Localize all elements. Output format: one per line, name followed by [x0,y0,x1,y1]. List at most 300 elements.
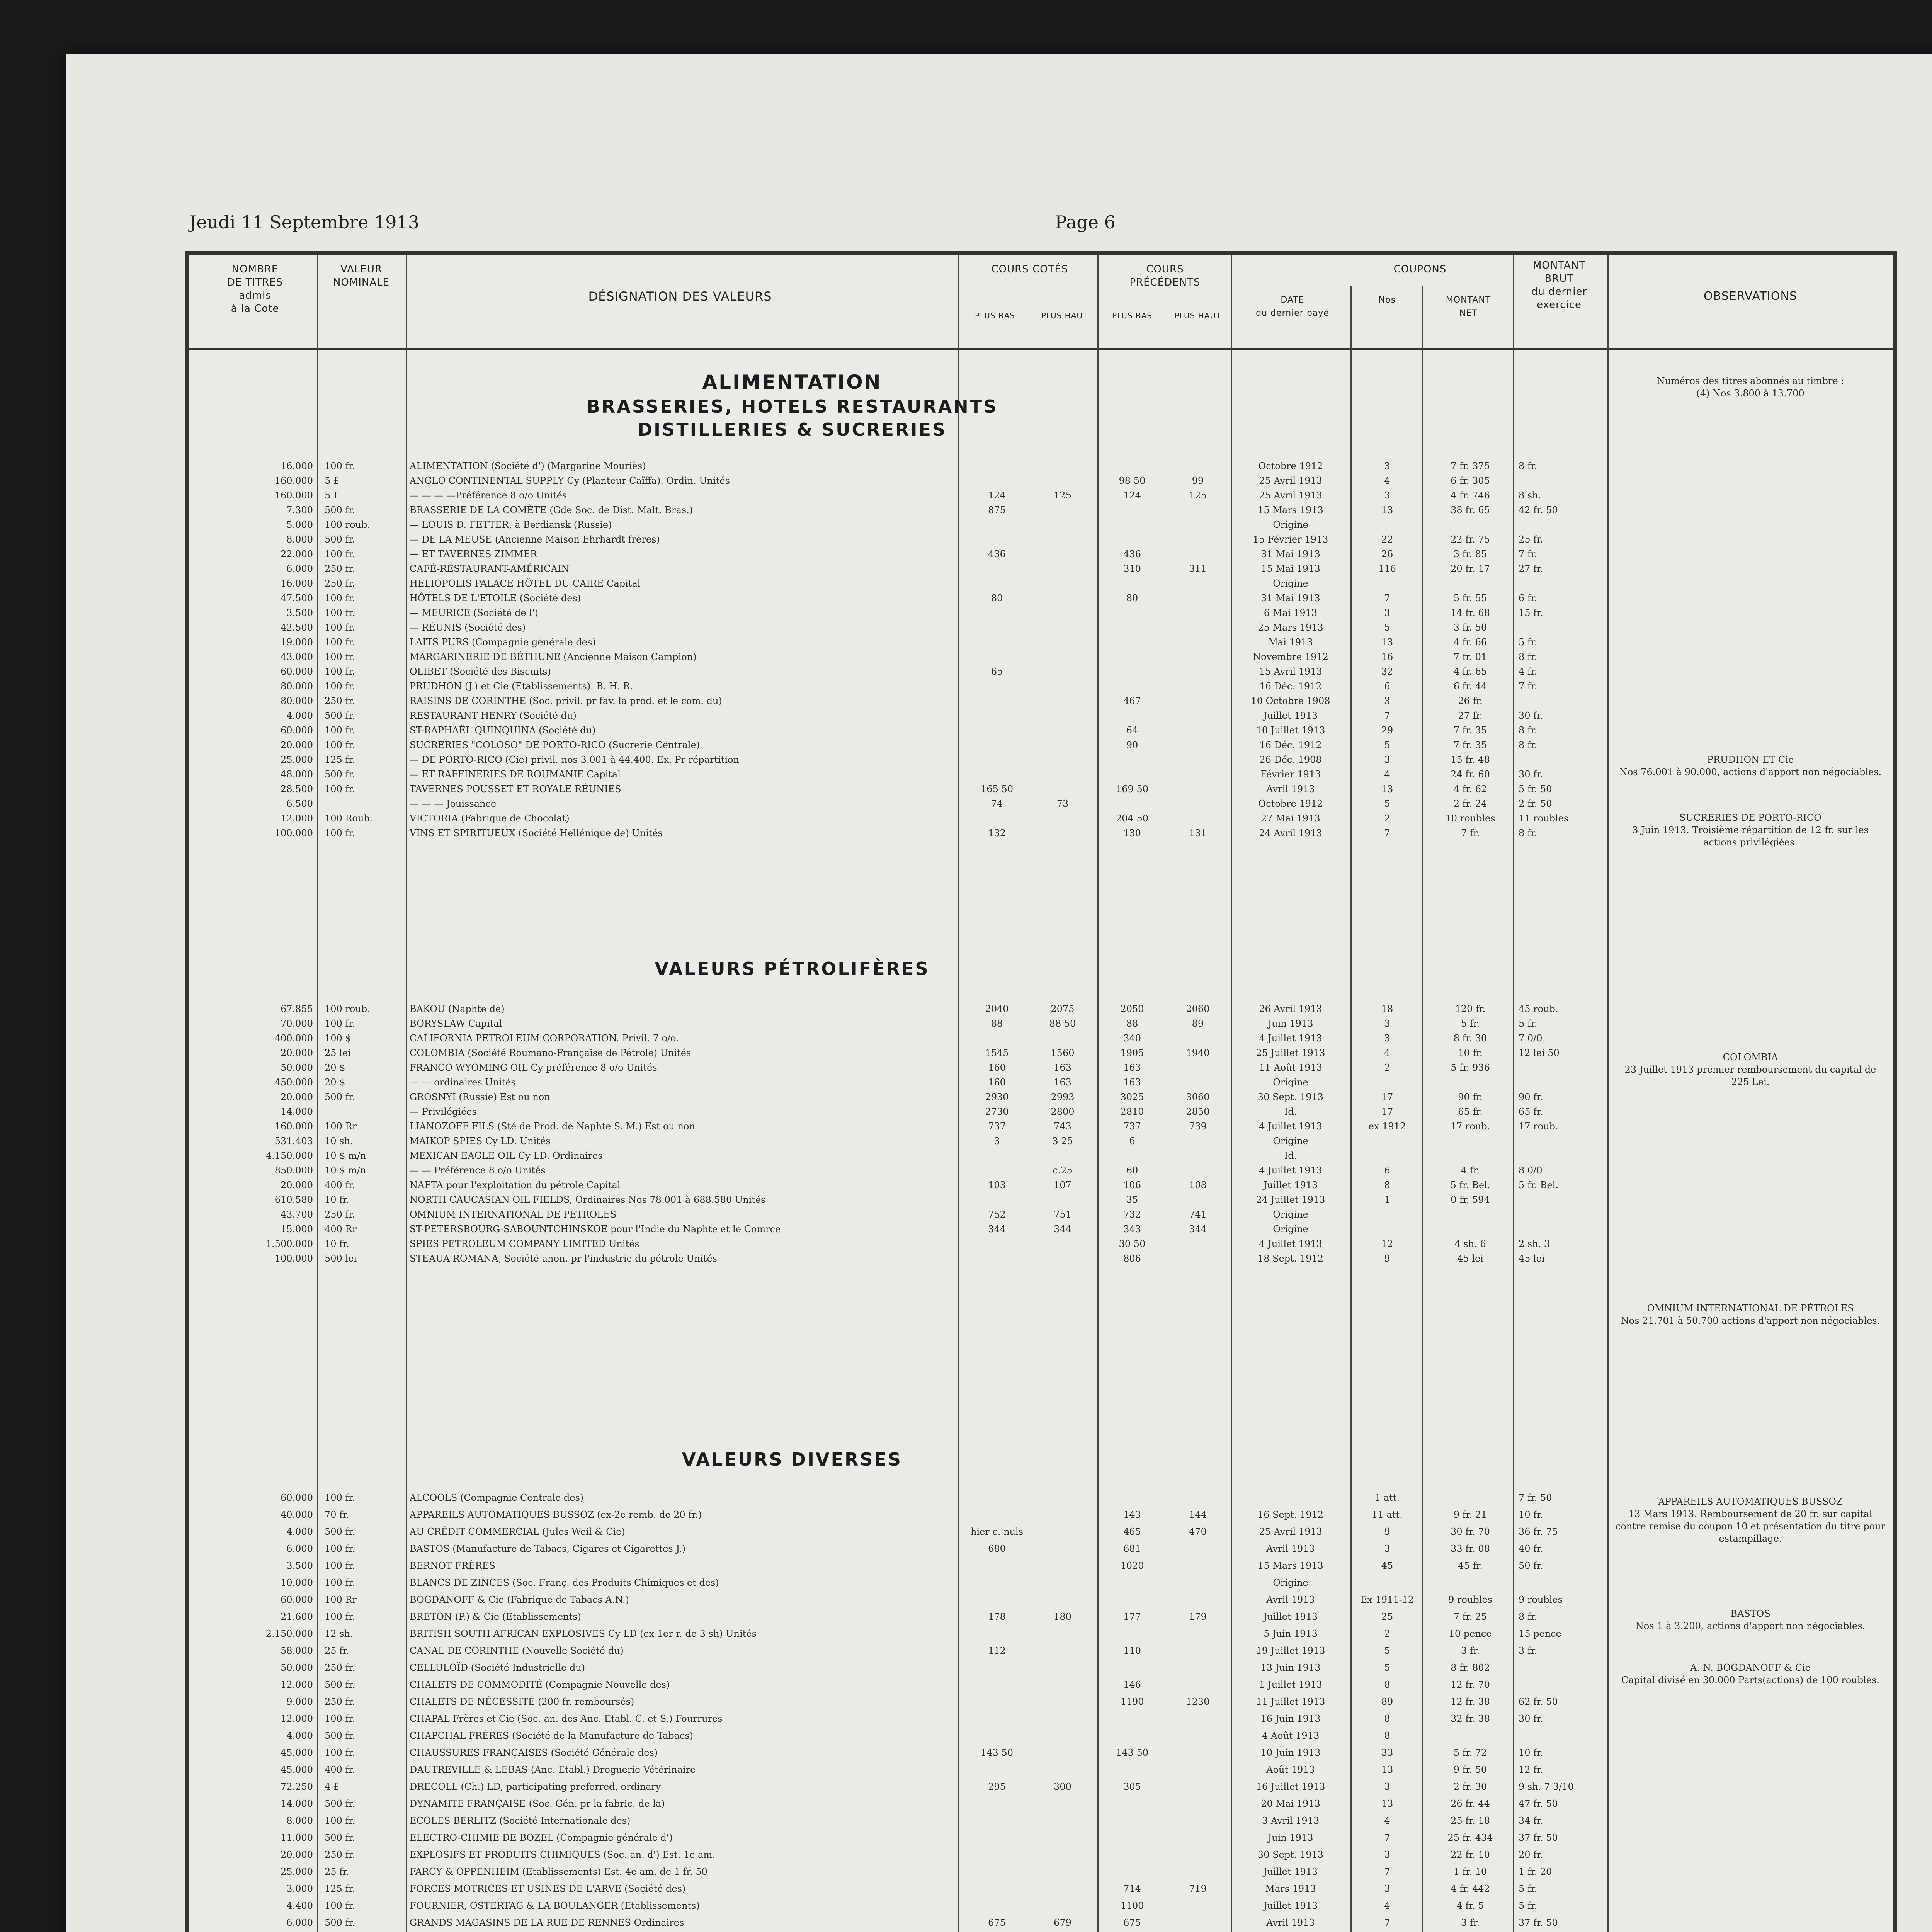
cell-montant-brut: 2 sh. 3 [1519,1238,1550,1249]
cell-plus-bas: 2930 [985,1092,1009,1102]
cell-coupon-date: Avril 1913 [1266,1917,1315,1928]
cell-coupon-date: Mai 1913 [1268,637,1313,648]
cell-designation: HELIOPOLIS PALACE HÔTEL DU CAIRE Capital [410,578,641,589]
cell-coupon-date: 4 Août 1913 [1262,1730,1320,1741]
table-row [189,1091,1893,1103]
cell-designation: OLIBET (Société des Biscuits) [410,666,551,677]
cell-montant-brut: 12 lei 50 [1519,1048,1560,1058]
cell-coupon-number: 3 [1384,754,1390,765]
cell-valeur: 100 fr. [325,622,355,633]
cell-montant-brut: 8 fr. [1519,828,1537,838]
table-row [189,1917,1893,1929]
cell-nombre: 160.000 [274,475,313,486]
cell-prec-bas: 1020 [1120,1560,1144,1571]
cell-nombre: 25.000 [281,1866,313,1877]
cell-montant-brut: 5 fr. [1519,1883,1537,1894]
table-row [189,636,1893,648]
cell-coupon-number: 5 [1384,1662,1390,1673]
cell-coupon-number: 13 [1381,784,1393,794]
cell-designation: BRITISH SOUTH AFRICAN EXPLOSIVES Cy LD (ex 1er r. de 3 sh) Unités [410,1628,757,1639]
cell-coupon-number: 2 [1384,1628,1390,1639]
cell-prec-bas: 714 [1123,1883,1141,1894]
cell-plus-haut: 163 [1054,1077,1071,1088]
cell-valeur: 500 fr. [325,534,355,545]
cell-montant-brut: 65 fr. [1519,1106,1543,1117]
cell-designation: — — — —Préférence 8 o/o Unités [410,490,567,501]
table-row [189,1713,1893,1725]
cell-valeur: 100 fr. [325,681,355,692]
cell-coupon-number: 3 [1384,607,1390,618]
cell-plus-haut: 180 [1054,1611,1071,1622]
cell-montant-net: 9 fr. 50 [1453,1764,1487,1775]
cell-coupon-number: 9 [1384,1253,1390,1264]
table-row [189,1696,1893,1708]
cell-coupon-date: 10 Juillet 1913 [1256,725,1325,736]
cell-plus-bas: 74 [991,798,1003,809]
cell-prec-bas: 80 [1126,593,1138,604]
cell-nombre: 8.000 [286,1815,313,1826]
cell-coupon-date: Février 1913 [1260,769,1321,780]
cell-designation: — — ordinaires Unités [410,1077,516,1088]
cell-nombre: 12.000 [281,1679,313,1690]
cell-coupon-date: 16 Déc. 1912 [1259,681,1322,692]
cell-coupon-number: 2 [1384,813,1390,824]
cell-nombre: 3.500 [286,607,313,618]
cell-designation: COLOMBIA (Société Roumano-Française de Pétrole) Unités [410,1048,691,1058]
cell-plus-haut: c.25 [1053,1165,1073,1176]
cell-coupon-date: 31 Mai 1913 [1261,549,1320,560]
cell-nombre: 28.500 [281,784,313,794]
cell-coupon-number: 6 [1384,681,1390,692]
cell-prec-bas: 35 [1126,1194,1138,1205]
cell-nombre: 12.000 [281,813,313,824]
cell-valeur: 100 fr. [325,1560,355,1571]
cell-prec-bas: 163 [1123,1077,1141,1088]
table-row [189,1747,1893,1759]
cell-montant-net: 2 fr. 30 [1453,1781,1487,1792]
cell-coupon-date: 15 Mars 1913 [1258,505,1323,515]
cell-designation: OMNIUM INTERNATIONAL DE PÉTROLES [410,1209,617,1220]
cell-nombre: 80.000 [281,696,313,706]
cell-nombre: 60.000 [281,1492,313,1503]
col-prec-haut: PLUS HAUT [1174,311,1221,320]
cell-prec-bas: 737 [1123,1121,1141,1132]
cell-coupon-date: 4 Juillet 1913 [1259,1121,1322,1132]
cell-valeur: 25 fr. [325,1645,349,1656]
cell-nombre: 42.500 [281,622,313,633]
cell-nombre: 20.000 [281,1180,313,1190]
cell-prec-haut: 125 [1189,490,1207,501]
cell-designation: ANGLO CONTINENTAL SUPPLY Cy (Planteur Caïffa). Ordin. Unités [410,475,730,486]
cell-coupon-date: 4 Juillet 1913 [1259,1165,1322,1176]
cell-valeur: 4 £ [325,1781,340,1792]
cell-prec-haut: 1230 [1186,1696,1210,1707]
cell-prec-bas: 110 [1123,1645,1141,1656]
cell-valeur: 25 lei [325,1048,351,1058]
cell-plus-bas: 3 [994,1136,1000,1146]
cell-plus-haut: 88 50 [1049,1018,1076,1029]
cell-plus-haut: 743 [1054,1121,1071,1132]
cell-montant-net: 22 fr. 75 [1451,534,1490,545]
cell-montant-brut: 37 fr. 50 [1519,1917,1558,1928]
cell-nombre: 11.000 [281,1832,313,1843]
cell-designation: FOURNIER, OSTERTAG & LA BOULANGER (Etablissements) [410,1900,700,1911]
table-row [189,1781,1893,1793]
observation-note: APPAREILS AUTOMATIQUES BUSSOZ 13 Mars 1913. Remboursement de 20 fr. sur capital contre remise du coupon 10 et présentation du titre pour estampillage. [1615,1496,1886,1544]
cell-plus-bas: 143 50 [981,1747,1013,1758]
cell-coupon-number: 13 [1381,637,1393,648]
cell-coupon-date: Octobre 1912 [1258,461,1323,471]
cell-coupon-date: 15 Avril 1913 [1259,666,1322,677]
cell-valeur: 10 fr. [325,1194,349,1205]
cell-montant-net: 7 fr. 35 [1453,740,1487,750]
col-observations: OBSERVATIONS [1704,289,1797,303]
cell-prec-bas: 2810 [1120,1106,1144,1117]
cell-valeur: 100 fr. [325,549,355,560]
cell-montant-net: 10 fr. [1458,1048,1483,1058]
cell-nombre: 6.000 [286,1917,313,1928]
cell-montant-net: 20 fr. 17 [1451,563,1490,574]
cell-coupon-date: Origine [1273,519,1308,530]
cell-prec-bas: 6 [1129,1136,1135,1146]
cell-designation: NORTH CAUCASIAN OIL FIELDS, Ordinaires Nos 78.001 à 688.580 Unités [410,1194,766,1205]
table-row [189,592,1893,604]
cell-prec-haut: 2060 [1186,1003,1210,1014]
cell-prec-haut: 344 [1189,1224,1207,1235]
cell-designation: DYNAMITE FRANÇAISE (Soc. Gén. pr la fabric. de la) [410,1798,665,1809]
cell-designation: CAFÉ-RESTAURANT-AMÉRICAIN [410,563,570,574]
cell-designation: GRANDS MAGASINS DE LA RUE DE RENNES Ordinaires [410,1917,684,1928]
cell-montant-net: 8 fr. 30 [1453,1033,1487,1044]
cell-coupon-number: 1 [1384,1194,1390,1205]
cell-valeur: 100 Roub. [325,813,373,824]
cell-plus-bas: 2040 [985,1003,1009,1014]
cell-nombre: 67.855 [281,1003,313,1014]
cell-nombre: 21.600 [281,1611,313,1622]
cell-coupon-date: 15 Mai 1913 [1261,563,1320,574]
cell-coupon-date: Juillet 1913 [1263,1180,1318,1190]
table-row [189,548,1893,560]
cell-nombre: 10.000 [281,1577,313,1588]
cell-coupon-date: 26 Déc. 1908 [1259,754,1322,765]
cell-prec-haut: 144 [1189,1509,1207,1520]
cell-montant-net: 7 fr. 35 [1453,725,1487,736]
cell-coupon-number: 8 [1384,1679,1390,1690]
table-row [189,1815,1893,1827]
cell-coupon-number: 6 [1384,1165,1390,1176]
cell-montant-net: 26 fr. [1458,696,1483,706]
cell-montant-net: 65 fr. [1458,1106,1483,1117]
cell-coupon-number: 17 [1381,1092,1393,1102]
cell-designation: HÔTELS DE L'ETOILE (Société des) [410,593,581,604]
cell-valeur: 100 fr. [325,651,355,662]
cell-plus-haut: 125 [1054,490,1071,501]
table-row [189,1798,1893,1810]
cell-coupon-number: 4 [1384,475,1390,486]
cell-prec-bas: 204 50 [1116,813,1148,824]
cell-coupon-date: 16 Juin 1913 [1260,1713,1321,1724]
cell-coupon-date: 11 Août 1913 [1259,1062,1322,1073]
cell-coupon-number: 3 [1384,696,1390,706]
table-row [189,1866,1893,1878]
cell-nombre: 60.000 [281,1594,313,1605]
observation-note: Numéros des titres abonnés au timbre : (4) Nos 3.800 à 13.700 [1656,376,1844,399]
cell-coupon-number: 3 [1384,1781,1390,1792]
observation-note: COLOMBIA 23 Juillet 1913 premier remboursement du capital de 225 Lei. [1624,1052,1876,1087]
cell-coupon-date: 10 Juin 1913 [1260,1747,1321,1758]
cell-prec-bas: 30 50 [1119,1238,1146,1249]
table-row [189,621,1893,634]
cell-designation: MARGARINERIE DE BÉTHUNE (Ancienne Maison Campion) [410,651,697,662]
cell-coupon-date: Juin 1913 [1268,1018,1313,1029]
cell-coupon-number: 7 [1384,1832,1390,1843]
cell-coupon-date: Avril 1913 [1266,1543,1315,1554]
cell-prec-bas: 1190 [1120,1696,1144,1707]
cell-prec-bas: 1100 [1120,1900,1144,1911]
cell-designation: CANAL DE CORINTHE (Nouvelle Société du) [410,1645,624,1656]
table-row [189,1832,1893,1844]
cell-montant-brut: 8 0/0 [1519,1165,1543,1176]
cell-nombre: 4.000 [286,1526,313,1537]
table-column-headers [189,255,1893,350]
cell-designation: MAIKOP SPIES Cy LD. Unités [410,1136,551,1146]
table-row [189,1577,1893,1589]
cell-designation: PRUDHON (J.) et Cie (Etablissements). B. H. R. [410,681,633,692]
cell-montant-brut: 15 pence [1519,1628,1561,1639]
cell-montant-net: 33 fr. 08 [1451,1543,1490,1554]
cell-montant-net: 15 fr. 48 [1451,754,1490,765]
cell-montant-net: 3 fr. [1461,1917,1480,1928]
cell-montant-brut: 17 roub. [1519,1121,1558,1132]
cell-coupon-date: Juin 1913 [1268,1832,1313,1843]
cell-coupon-date: 16 Sept. 1912 [1257,1509,1324,1520]
cell-montant-brut: 50 fr. [1519,1560,1543,1571]
cell-coupon-date: Origine [1273,1077,1308,1088]
cell-montant-net: 6 fr. 305 [1451,475,1490,486]
cell-valeur: 250 fr. [325,1849,355,1860]
cell-nombre: 60.000 [281,725,313,736]
observation-note: BASTOS Nos 1 à 3.200, actions d'apport non négociables. [1635,1608,1866,1631]
cell-montant-brut: 8 sh. [1519,490,1541,501]
cell-nombre: 16.000 [281,578,313,589]
cell-designation: CHAPAL Frères et Cie (Soc. an. des Anc. Etabl. C. et S.) Fourrures [410,1713,723,1724]
cell-montant-net: 17 roub. [1450,1121,1490,1132]
cell-coupon-number: 9 [1384,1526,1390,1537]
cell-prec-bas: 106 [1123,1180,1141,1190]
cell-nombre: 50.000 [281,1062,313,1073]
cell-coupon-number: 116 [1378,563,1396,574]
cell-coupon-number: 17 [1381,1106,1393,1117]
cell-valeur: 100 fr. [325,666,355,677]
cell-coupon-date: 18 Sept. 1912 [1257,1253,1324,1264]
cell-nombre: 70.000 [281,1018,313,1029]
cell-coupon-number: 1 att. [1374,1492,1400,1503]
cell-montant-brut: 6 fr. [1519,593,1537,604]
cell-montant-brut: 10 fr. [1519,1747,1543,1758]
table-row [189,1900,1893,1912]
cell-montant-brut: 40 fr. [1519,1543,1543,1554]
cell-montant-net: 0 fr. 594 [1451,1194,1490,1205]
cell-valeur: 25 fr. [325,1866,349,1877]
cell-designation: — ET TAVERNES ZIMMER [410,549,537,560]
cell-plus-bas: 737 [988,1121,1006,1132]
cell-montant-brut: 9 sh. 7 3/10 [1519,1781,1574,1792]
cell-montant-brut: 1 fr. 20 [1519,1866,1552,1877]
cell-montant-brut: 5 fr. [1519,1900,1537,1911]
table-row [189,1223,1893,1235]
cell-coupon-date: Novembre 1912 [1253,651,1328,662]
cell-coupon-number: 3 [1384,490,1390,501]
cell-montant-brut: 7 fr. [1519,549,1537,560]
cell-montant-brut: 7 fr. [1519,681,1537,692]
cell-prec-bas: 143 [1123,1509,1141,1520]
cell-montant-net: 4 fr. 442 [1451,1883,1490,1894]
cell-coupon-date: 27 Mai 1913 [1261,813,1320,824]
cell-designation: FORCES MOTRICES ET USINES DE L'ARVE (Société des) [410,1883,686,1894]
cell-nombre: 610.580 [274,1194,313,1205]
table-row [189,1150,1893,1162]
observation-note: A. N. BOGDANOFF & Cie Capital divisé en 30.000 Parts(actions) de 100 roubles. [1621,1662,1879,1685]
cell-coupon-number: 11 att. [1372,1509,1403,1520]
cell-coupon-date: 10 Octobre 1908 [1251,696,1330,706]
cell-prec-haut: 179 [1189,1611,1207,1622]
cell-nombre: 48.000 [281,769,313,780]
cell-nombre: 3.500 [286,1560,313,1571]
cell-prec-haut: 311 [1189,563,1207,574]
cell-coupon-date: Octobre 1912 [1258,798,1323,809]
cell-nombre: 6.000 [286,1543,313,1554]
cell-prec-bas: 90 [1126,740,1138,750]
cell-nombre: 12.000 [281,1713,313,1724]
cell-prec-bas: 675 [1123,1917,1141,1928]
cell-montant-net: 26 fr. 44 [1451,1798,1490,1809]
cell-valeur: 20 $ [325,1077,345,1088]
cell-designation: TAVERNES POUSSET ET ROYALE RÉUNIES [410,784,621,794]
cell-montant-brut: 62 fr. 50 [1519,1696,1558,1707]
cell-coupon-number: 4 [1384,1048,1390,1058]
cell-montant-net: 45 lei [1457,1253,1483,1264]
cell-plus-bas: 165 50 [981,784,1013,794]
cell-prec-haut: 741 [1189,1209,1207,1220]
cell-valeur: 250 fr. [325,696,355,706]
cell-montant-net: 12 fr. 70 [1451,1679,1490,1690]
cell-plus-bas: 344 [988,1224,1006,1235]
cell-plus-haut: 3 25 [1052,1136,1073,1146]
cell-valeur: 100 fr. [325,1815,355,1826]
cell-valeur: 500 fr. [325,1092,355,1102]
table-row [189,460,1893,472]
cell-coupon-date: 25 Juillet 1913 [1256,1048,1325,1058]
cell-designation: CHAPCHAL FRÈRES (Société de la Manufacture de Tabacs) [410,1730,694,1741]
cell-designation: ALCOOLS (Compagnie Centrale des) [410,1492,584,1503]
cell-designation: — ET RAFFINERIES DE ROUMANIE Capital [410,769,621,780]
cell-designation: EXPLOSIFS ET PRODUITS CHIMIQUES (Soc. an. d') Est. 1e am. [410,1849,715,1860]
cell-montant-brut: 90 fr. [1519,1092,1543,1102]
cell-designation: DRECOLL (Ch.) LD, participating preferred, ordinary [410,1781,661,1792]
section-title-petroliferes: VALEURS PÉTROLIFÈRES [655,958,930,979]
cell-coupon-date: 30 Sept. 1913 [1257,1849,1324,1860]
table-row [189,1849,1893,1861]
cell-montant-net: 3 fr. 50 [1453,622,1487,633]
cell-coupon-date: Origine [1273,1136,1308,1146]
cell-prec-bas: 1905 [1120,1048,1144,1058]
cell-designation: ELECTRO-CHIMIE DE BOZEL (Compagnie générale d') [410,1832,673,1843]
cell-prec-bas: 177 [1123,1611,1141,1622]
cell-prec-bas: 143 50 [1116,1747,1148,1758]
cell-valeur: 500 fr. [325,769,355,780]
table-row [189,724,1893,736]
cell-coupon-date: 5 Juin 1913 [1264,1628,1318,1639]
col-cours-precedents: COURS PRÉCÉDENTS [1129,264,1201,288]
cell-plus-haut: 2993 [1051,1092,1075,1102]
cell-nombre: 400.000 [274,1033,313,1044]
cell-montant-net: 120 fr. [1455,1003,1486,1014]
cell-prec-bas: 732 [1123,1209,1141,1220]
cell-nombre: 20.000 [281,1092,313,1102]
cell-plus-bas: 132 [988,828,1006,838]
cell-valeur: 500 fr. [325,1798,355,1809]
table-row [189,709,1893,722]
cell-plus-haut: 679 [1054,1917,1071,1928]
cell-valeur: 10 sh. [325,1136,353,1146]
cell-coupon-date: 24 Juillet 1913 [1256,1194,1325,1205]
cell-coupon-date: 20 Mai 1913 [1261,1798,1320,1809]
cell-plus-bas: 112 [988,1645,1006,1656]
cell-montant-net: 22 fr. 10 [1451,1849,1490,1860]
cell-nombre: 25.000 [281,754,313,765]
cell-coupon-number: 18 [1381,1003,1393,1014]
cell-coupon-number: 8 [1384,1730,1390,1741]
cell-coupon-date: 25 Avril 1913 [1259,490,1322,501]
col-nombre: NOMBRE DE TITRES admis à la Cote [227,264,283,315]
cell-valeur: 20 $ [325,1062,345,1073]
cell-coupon-date: Origine [1273,1224,1308,1235]
cell-nombre: 50.000 [281,1662,313,1673]
cell-prec-bas: 146 [1123,1679,1141,1690]
table-row [189,1208,1893,1221]
cell-montant-brut: 8 fr. [1519,461,1537,471]
cell-nombre: 20.000 [281,1048,313,1058]
cell-coupon-date: 15 Février 1913 [1253,534,1328,545]
cell-designation: CALIFORNIA PETROLEUM CORPORATION. Privil. 7 o/o. [410,1033,679,1044]
table-row [189,1003,1893,1015]
cell-nombre: 7.300 [286,505,313,515]
cell-valeur: 400 Rr [325,1224,357,1235]
cell-montant-brut: 30 fr. [1519,1713,1543,1724]
cell-coupon-date: Id. [1284,1150,1297,1161]
cell-montant-net: 3 fr. 85 [1453,549,1487,560]
cell-nombre: 58.000 [281,1645,313,1656]
cell-montant-brut: 11 roubles [1519,813,1569,824]
cell-montant-net: 7 fr. 25 [1453,1611,1487,1622]
table-row [189,504,1893,516]
cell-designation: BRETON (P.) & Cie (Etablissements) [410,1611,581,1622]
cell-designation: BASTOS (Manufacture de Tabacs, Cigares et Cigarettes J.) [410,1543,686,1554]
cell-montant-brut: 42 fr. 50 [1519,505,1558,515]
cell-plus-haut: 107 [1054,1180,1071,1190]
cell-valeur: 100 fr. [325,784,355,794]
cell-montant-net: 90 fr. [1458,1092,1483,1102]
cell-montant-net: 4 sh. 6 [1454,1238,1486,1249]
cell-prec-haut: 99 [1192,475,1204,486]
cell-designation: — DE LA MEUSE (Ancienne Maison Ehrhardt frères) [410,534,660,545]
cell-montant-brut: 34 fr. [1519,1815,1543,1826]
cell-designation: NAFTA pour l'exploitation du pétrole Capital [410,1180,621,1190]
cell-plus-bas: 2730 [985,1106,1009,1117]
cell-plus-bas: hier c. nuls [970,1526,1024,1537]
cell-coupon-date: Juillet 1913 [1263,1866,1318,1877]
cell-montant-net: 7 fr. 375 [1451,461,1490,471]
